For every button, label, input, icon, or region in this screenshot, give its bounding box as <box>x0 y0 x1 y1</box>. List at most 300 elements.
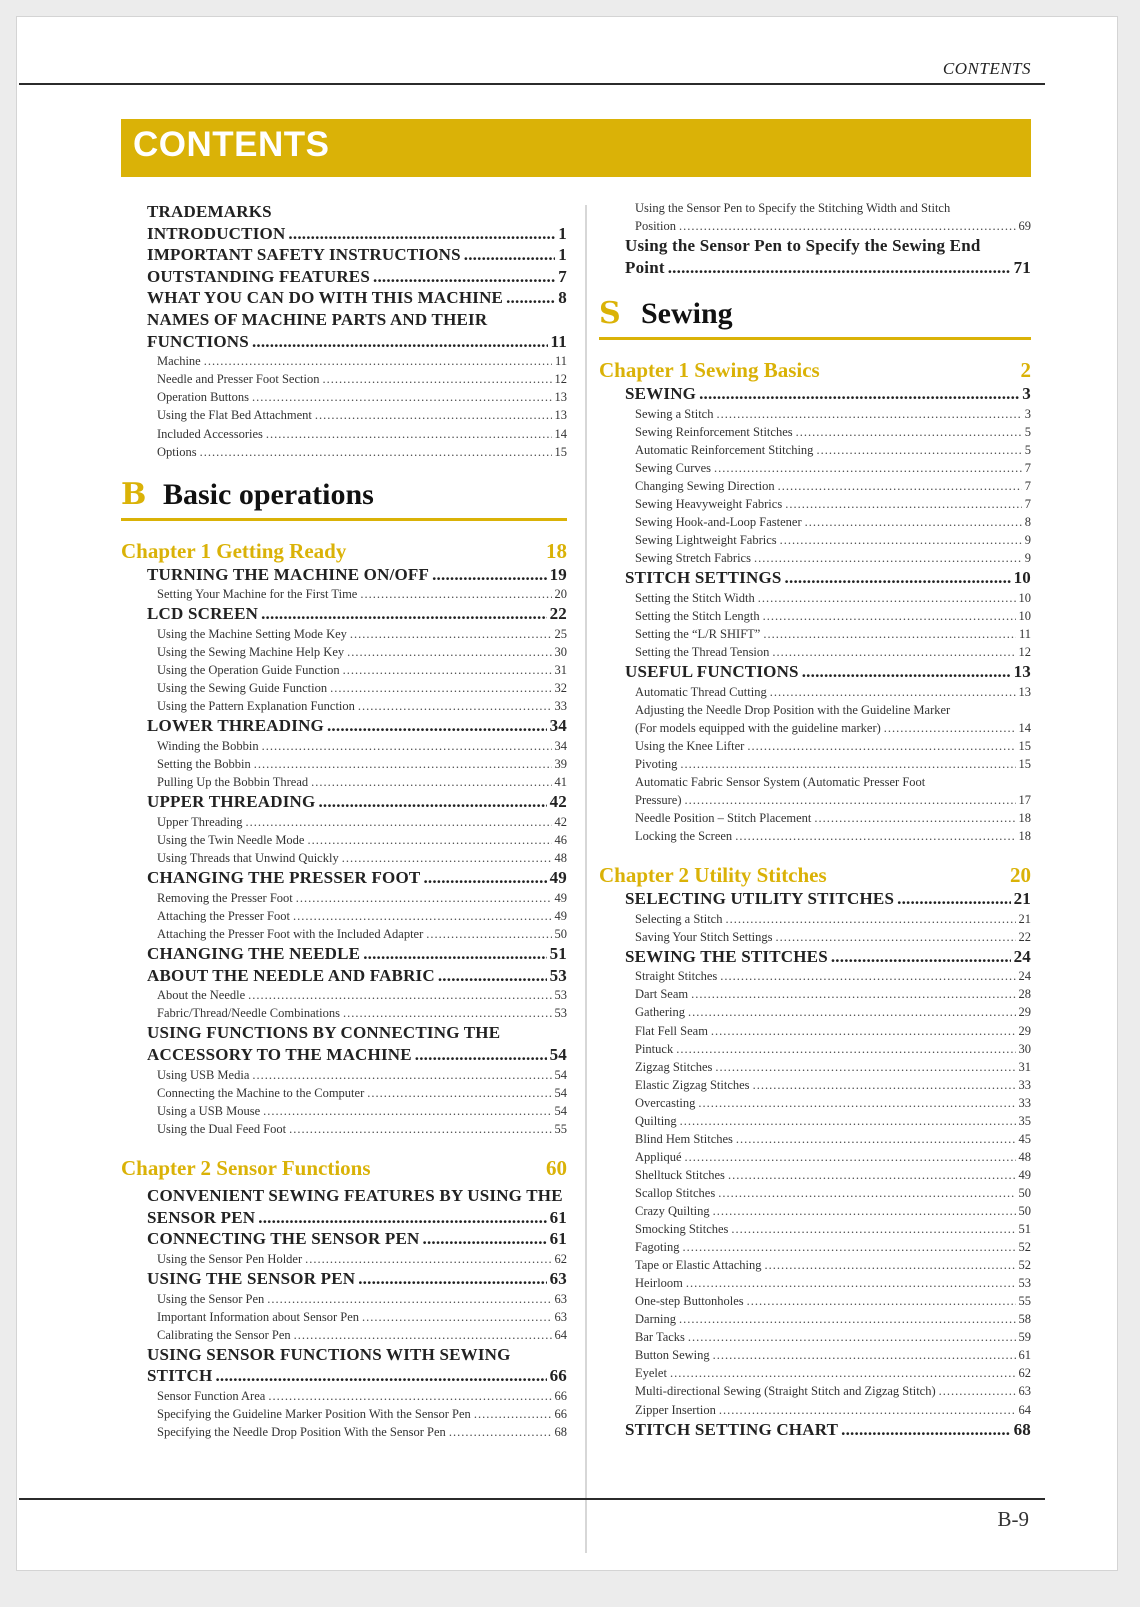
entry-page: 54 <box>554 1103 567 1118</box>
toc-entry[interactable] <box>147 1228 567 1250</box>
toc-subentry[interactable] <box>157 1120 567 1138</box>
toc-subentry[interactable] <box>157 370 567 388</box>
toc-subentry[interactable] <box>157 773 567 791</box>
toc-subentry[interactable] <box>635 1148 1031 1166</box>
toc-subentry[interactable] <box>635 1076 1031 1094</box>
toc-subentry-title-line[interactable]: Automatic Fabric Sensor System (Automatic Presser Foot <box>635 774 926 789</box>
toc-subentry[interactable] <box>635 217 1031 235</box>
toc-subentry[interactable] <box>635 513 1031 531</box>
entry-title: Needle Position – Stitch Placement <box>635 811 812 825</box>
toc-subentry[interactable] <box>157 889 567 907</box>
entry-page: 24 <box>1013 946 1031 966</box>
leader-dots <box>713 1346 1016 1364</box>
toc-subentry[interactable] <box>635 1328 1031 1346</box>
toc-subentry[interactable] <box>635 737 1031 755</box>
leader-dots <box>753 1076 1016 1094</box>
toc-subentry[interactable] <box>635 495 1031 513</box>
entry-title: Sewing Stretch Fabrics <box>635 551 751 566</box>
entry-title: FUNCTIONS <box>147 331 249 351</box>
toc-subentry[interactable] <box>635 1220 1031 1238</box>
leader-dots <box>318 791 546 813</box>
entry-title: Smocking Stitches <box>635 1222 729 1237</box>
entry-title: Heirloom <box>635 1276 683 1291</box>
names-subentries <box>121 352 567 461</box>
entry-page: 42 <box>554 814 567 829</box>
toc-entry-title-line[interactable]: USING FUNCTIONS BY CONNECTING THE <box>147 1023 501 1043</box>
entry-page: 8 <box>558 288 567 308</box>
entry-title: Pintuck <box>635 1041 674 1056</box>
entry-page: 5 <box>1024 442 1031 457</box>
leader-dots <box>685 791 1016 809</box>
toc-entry[interactable] <box>147 564 567 586</box>
leader-dots <box>200 443 552 461</box>
leader-dots <box>350 625 552 643</box>
entry-page: 30 <box>1018 1041 1031 1056</box>
leader-dots <box>802 661 1011 683</box>
entry-page: 61 <box>1018 1348 1031 1363</box>
toc-entry[interactable] <box>625 888 1031 910</box>
leader-dots <box>289 1120 551 1138</box>
entry-page: 66 <box>554 1388 567 1403</box>
leader-dots <box>252 1066 551 1084</box>
entry-title: Setting Your Machine for the First Time <box>157 587 358 602</box>
toc-subentry[interactable] <box>635 1003 1031 1021</box>
toc-subentry[interactable] <box>635 791 1031 809</box>
toc-entry[interactable] <box>625 257 1031 279</box>
entry-page: 7 <box>1024 497 1031 512</box>
leader-dots <box>725 910 1015 928</box>
entry-page: 21 <box>1018 911 1031 926</box>
chapter-heading[interactable] <box>121 1156 567 1181</box>
toc-subentry[interactable] <box>635 531 1031 549</box>
toc-subentry[interactable] <box>157 1387 567 1405</box>
toc-subentry[interactable] <box>635 719 1031 737</box>
entry-title: Elastic Zigzag Stitches <box>635 1077 750 1092</box>
toc-subentry[interactable] <box>635 549 1031 567</box>
entry-page: 48 <box>1018 1149 1031 1164</box>
leader-dots <box>814 809 1015 827</box>
toc-entry[interactable] <box>147 244 567 266</box>
leader-dots <box>506 287 555 309</box>
entry-page: 7 <box>1024 479 1031 494</box>
entry-title: Using the Sewing Machine Help Key <box>157 645 345 660</box>
toc-entry[interactable] <box>625 383 1031 405</box>
toc-entry[interactable] <box>147 715 567 737</box>
entry-page: 68 <box>554 1425 567 1440</box>
entry-title: Sewing Lightweight Fabrics <box>635 533 777 548</box>
entry-page: 10 <box>1018 590 1031 605</box>
toc-entry[interactable] <box>625 1419 1031 1441</box>
toc-subentry[interactable] <box>157 661 567 679</box>
entry-page: 41 <box>554 775 567 790</box>
toc-subentry[interactable] <box>157 813 567 831</box>
toc-subentry[interactable] <box>635 683 1031 701</box>
entry-page: 51 <box>549 944 567 964</box>
leader-dots <box>315 406 552 424</box>
entry-page: 12 <box>554 372 567 387</box>
toc-entry[interactable] <box>147 1268 567 1290</box>
entry-title: Sewing Reinforcement Stitches <box>635 424 793 439</box>
leader-dots <box>373 266 555 288</box>
toc-subentry[interactable] <box>635 441 1031 459</box>
entry-title: Sewing Curves <box>635 461 712 476</box>
entry-page: 34 <box>554 739 567 754</box>
toc-subentry[interactable] <box>635 589 1031 607</box>
leader-dots <box>763 607 1016 625</box>
chapter-heading[interactable] <box>599 358 1031 383</box>
leader-dots <box>805 513 1022 531</box>
leader-dots <box>841 1419 1010 1441</box>
toc-subentry[interactable] <box>635 1166 1031 1184</box>
toc-subentry[interactable] <box>157 585 567 603</box>
toc-subentry[interactable] <box>635 1382 1031 1400</box>
leader-dots <box>360 585 551 603</box>
entry-title: Using the Operation Guide Function <box>157 663 340 678</box>
leader-dots <box>246 813 552 831</box>
toc-subentry[interactable] <box>635 1022 1031 1040</box>
leader-dots <box>294 1326 552 1344</box>
toc-subentry[interactable] <box>157 1102 567 1120</box>
leader-dots <box>305 1250 551 1268</box>
toc-entry-title-line[interactable]: Using the Sensor Pen to Specify the Sewing End <box>625 236 981 256</box>
toc-entry[interactable] <box>625 661 1031 683</box>
chapter-heading[interactable] <box>599 863 1031 888</box>
entry-title: Using the Flat Bed Attachment <box>157 408 312 423</box>
entry-page: 24 <box>1018 969 1031 984</box>
toc-subentry[interactable] <box>635 1058 1031 1076</box>
toc-subentry[interactable] <box>157 352 567 370</box>
section-letter: B <box>121 476 147 512</box>
leader-dots <box>939 1382 1016 1400</box>
entry-page: 9 <box>1024 551 1031 566</box>
chapter-title: Chapter 2 Utility Stitches <box>599 863 827 888</box>
leader-dots <box>327 715 547 737</box>
toc-subentry[interactable] <box>635 643 1031 661</box>
toc-subentry[interactable] <box>157 755 567 773</box>
toc-subentry[interactable] <box>635 625 1031 643</box>
toc-entry[interactable] <box>147 1044 567 1066</box>
toc-subentry[interactable] <box>157 986 567 1004</box>
toc-subentry[interactable] <box>635 1346 1031 1364</box>
leader-dots <box>698 1094 1015 1112</box>
leader-dots <box>322 370 551 388</box>
toc-subentry[interactable] <box>635 459 1031 477</box>
toc-entry[interactable] <box>625 567 1031 589</box>
entry-title: TRADEMARKS <box>147 202 272 221</box>
entry-title: CHANGING THE NEEDLE <box>147 944 361 964</box>
entry-title: Sewing a Stitch <box>635 406 714 421</box>
toc-subentry[interactable] <box>157 679 567 697</box>
leader-dots <box>293 907 552 925</box>
entry-title: TURNING THE MACHINE ON/OFF <box>147 564 430 584</box>
toc-subentry[interactable] <box>157 1290 567 1308</box>
leader-dots <box>261 603 546 625</box>
entry-page: 19 <box>549 564 567 584</box>
entry-page: 7 <box>558 266 567 286</box>
toc-entry[interactable] <box>147 867 567 889</box>
toc-entry[interactable] <box>147 223 567 245</box>
entry-page: 59 <box>1018 1330 1031 1345</box>
leader-dots <box>831 946 1011 968</box>
entry-page: 54 <box>554 1085 567 1100</box>
entry-page: 31 <box>1018 1059 1031 1074</box>
toc-subentry[interactable] <box>635 423 1031 441</box>
toc-entry[interactable] <box>147 331 567 353</box>
chapter-page: 18 <box>546 538 567 563</box>
footer-rule <box>19 1498 1045 1500</box>
entry-page: 35 <box>1018 1113 1031 1128</box>
leader-dots <box>713 1202 1016 1220</box>
entry-page: 66 <box>554 1407 567 1422</box>
toc-subentry[interactable] <box>157 925 567 943</box>
entry-title: STITCH <box>147 1366 213 1386</box>
toc-subentry[interactable] <box>635 1310 1031 1328</box>
toc-subentry[interactable] <box>635 1040 1031 1058</box>
section-letter: S <box>599 296 621 332</box>
entry-title: Using the Machine Setting Mode Key <box>157 627 347 641</box>
leader-dots <box>343 1004 552 1022</box>
end-subentries <box>599 809 1031 845</box>
entry-page: 22 <box>549 604 567 624</box>
leader-dots <box>423 1228 547 1250</box>
leader-dots <box>688 1003 1016 1021</box>
leader-dots <box>686 1274 1016 1292</box>
entry-title: Quilting <box>635 1113 677 1128</box>
entry-page: 20 <box>554 587 567 602</box>
toc-subentry[interactable] <box>157 831 567 849</box>
entry-title: Attaching the Presser Foot <box>157 908 290 923</box>
entry-title: Button Sewing <box>635 1348 710 1363</box>
leader-dots <box>816 441 1021 459</box>
entry-page: 18 <box>1018 829 1031 844</box>
toc-subentry[interactable] <box>635 1202 1031 1220</box>
entry-page: 63 <box>1018 1384 1031 1399</box>
toc-subentry[interactable] <box>157 697 567 715</box>
leader-dots <box>679 217 1016 235</box>
toc-subentry[interactable] <box>157 406 567 424</box>
entry-title: UPPER THREADING <box>147 792 316 812</box>
toc-subentry[interactable] <box>635 755 1031 773</box>
toc-subentry[interactable] <box>157 1308 567 1326</box>
toc-subentry[interactable] <box>157 625 567 643</box>
entry-title: STITCH SETTINGS <box>625 568 782 588</box>
leader-dots <box>711 1022 1016 1040</box>
entry-title: Operation Buttons <box>157 390 250 405</box>
entry-page: 62 <box>1018 1366 1031 1381</box>
entry-title: Eyelet <box>635 1366 667 1381</box>
toc-subentry[interactable] <box>635 405 1031 423</box>
toc-entry[interactable] <box>147 1365 567 1387</box>
header-rule <box>19 83 1045 85</box>
toc-subentry[interactable] <box>635 928 1031 946</box>
entry-page: 33 <box>1018 1095 1031 1110</box>
entry-page: 30 <box>554 645 567 660</box>
entry-page: 15 <box>554 444 567 459</box>
entry-title: Changing Sewing Direction <box>635 479 775 494</box>
toc-subentry[interactable] <box>635 1130 1031 1148</box>
toc-subentry[interactable] <box>635 1256 1031 1274</box>
toc-subentry[interactable] <box>635 809 1031 827</box>
entry-title: Fagoting <box>635 1240 680 1255</box>
toc-subentry[interactable] <box>157 1004 567 1022</box>
entry-page: 61 <box>549 1229 567 1249</box>
chapter-2-list <box>599 888 1031 1440</box>
chapter-heading[interactable] <box>121 539 567 564</box>
toc-subentry[interactable] <box>635 1292 1031 1310</box>
toc-entry[interactable] <box>147 1207 567 1229</box>
leader-dots <box>363 943 546 965</box>
chapter-1-list <box>121 564 567 1023</box>
entry-title: Darning <box>635 1312 676 1327</box>
entry-title: SENSOR PEN <box>147 1207 256 1227</box>
toc-subentry[interactable] <box>157 1423 567 1441</box>
leader-dots <box>714 459 1022 477</box>
entry-page: 50 <box>1018 1185 1031 1200</box>
chapter-title: Chapter 1 Sewing Basics <box>599 358 820 383</box>
entry-title: Using the Sensor Pen <box>157 1291 265 1306</box>
entry-page: 33 <box>554 699 567 714</box>
toc-entry[interactable] <box>147 943 567 965</box>
manual-page <box>16 16 1118 1571</box>
toc-subentry[interactable] <box>157 425 567 443</box>
toc-entry[interactable] <box>147 965 567 987</box>
toc-entry-title-line[interactable]: CONVENIENT SEWING FEATURES BY USING THE <box>147 1186 563 1206</box>
entry-page: 11 <box>550 331 567 351</box>
entry-page: 49 <box>554 890 567 905</box>
toc-entry[interactable] <box>147 201 567 223</box>
leader-dots <box>747 737 1015 755</box>
entry-page: 1 <box>558 223 567 243</box>
entry-title: Using the Knee Lifter <box>635 738 745 753</box>
toc-subentry[interactable] <box>635 1094 1031 1112</box>
leader-dots <box>765 1256 1016 1274</box>
entry-title: Point <box>625 257 665 277</box>
toc-subentry[interactable] <box>157 849 567 867</box>
toc-subentry[interactable] <box>635 967 1031 985</box>
entry-title: LOWER THREADING <box>147 716 324 736</box>
toc-subentry-title-line[interactable]: Adjusting the Needle Drop Position with the Guideline Marker <box>635 702 951 717</box>
toc-subentry[interactable] <box>635 910 1031 928</box>
entry-title: Locking the Screen <box>635 829 733 844</box>
toc-subentry[interactable] <box>635 1274 1031 1292</box>
entry-page: 53 <box>549 965 567 985</box>
toc-subentry[interactable] <box>157 737 567 755</box>
entry-page: 48 <box>554 851 567 866</box>
leader-dots <box>343 661 552 679</box>
leader-dots <box>347 643 551 661</box>
toc-subentry[interactable] <box>635 477 1031 495</box>
toc-entry[interactable] <box>147 603 567 625</box>
leader-dots <box>719 1401 1016 1419</box>
toc-subentry[interactable] <box>157 643 567 661</box>
chapter-page: 2 <box>1020 358 1031 383</box>
toc-subentry[interactable] <box>635 1364 1031 1382</box>
toc-subentry[interactable] <box>635 1112 1031 1130</box>
toc-entry[interactable] <box>625 946 1031 968</box>
toc-subentry[interactable] <box>635 985 1031 1003</box>
toc-subentry[interactable] <box>635 1184 1031 1202</box>
entry-title: (For models equipped with the guideline marker) <box>635 720 881 735</box>
entry-page: 53 <box>554 1006 567 1021</box>
entry-page: 13 <box>554 408 567 423</box>
leader-dots <box>267 1290 551 1308</box>
entry-title: ABOUT THE NEEDLE AND FABRIC <box>147 965 435 985</box>
toc-subentry[interactable] <box>157 1326 567 1344</box>
toc-entry[interactable] <box>147 287 567 309</box>
entry-page: 53 <box>1018 1276 1031 1291</box>
entry-page: 49 <box>1018 1167 1031 1182</box>
entry-title: STITCH SETTING CHART <box>625 1419 839 1439</box>
leader-dots <box>288 223 555 245</box>
toc-subentry[interactable] <box>157 1405 567 1423</box>
entry-page: 45 <box>1018 1131 1031 1146</box>
leader-dots <box>796 423 1022 441</box>
toc-subentry[interactable] <box>157 907 567 925</box>
entry-page: 13 <box>554 390 567 405</box>
entry-page: 55 <box>554 1121 567 1136</box>
entry-title: Using the Sensor Pen Holder <box>157 1251 303 1266</box>
entry-page: 54 <box>549 1045 567 1065</box>
entry-title: Shelltuck Stitches <box>635 1167 725 1182</box>
entry-title: Removing the Presser Foot <box>157 890 293 905</box>
entry-page: 34 <box>549 716 567 736</box>
leader-dots <box>330 679 551 697</box>
entry-title: Setting the Stitch Length <box>635 608 760 623</box>
toc-subentry[interactable] <box>635 1401 1031 1419</box>
toc-subentry[interactable] <box>157 1066 567 1084</box>
toc-subentry[interactable] <box>635 1238 1031 1256</box>
toc-entry-title-line[interactable]: USING SENSOR FUNCTIONS WITH SEWING <box>147 1344 511 1364</box>
leader-dots <box>685 1148 1016 1166</box>
leader-dots <box>252 388 551 406</box>
entry-page: 14 <box>1018 720 1031 735</box>
entry-page: 68 <box>1013 1419 1031 1439</box>
entry-title: Specifying the Guideline Marker Position With the Sensor Pen <box>157 1407 471 1422</box>
leader-dots <box>780 531 1022 549</box>
entry-title: Position <box>635 219 676 234</box>
toc-subentry[interactable] <box>635 827 1031 845</box>
leader-dots <box>735 827 1015 845</box>
entry-title: Using the Pattern Explanation Function <box>157 699 355 714</box>
toc-subentry[interactable] <box>157 1084 567 1102</box>
toc-subentry[interactable] <box>635 607 1031 625</box>
leader-dots <box>215 1365 546 1387</box>
toc-entry[interactable] <box>147 266 567 288</box>
entry-page: 29 <box>1018 1023 1031 1038</box>
leader-dots <box>670 1364 1016 1382</box>
toc-subentry-title-line[interactable]: Using the Sensor Pen to Specify the Stitching Width and Stitch <box>635 201 951 215</box>
entry-title: CONNECTING THE SENSOR PEN <box>147 1229 420 1249</box>
entry-page: 5 <box>1024 424 1031 439</box>
entry-page: 1 <box>558 245 567 265</box>
toc-subentry[interactable] <box>157 1250 567 1268</box>
toc-entry-title-line[interactable]: NAMES OF MACHINE PARTS AND THEIR <box>147 309 488 329</box>
leader-dots <box>438 965 547 987</box>
leader-dots <box>770 683 1016 701</box>
toc-subentry[interactable] <box>157 443 567 461</box>
entry-title: CHANGING THE PRESSER FOOT <box>147 868 421 888</box>
leader-dots <box>415 1044 547 1066</box>
entry-page: 3 <box>1022 384 1031 404</box>
entry-title: Flat Fell Seam <box>635 1023 708 1038</box>
leader-dots <box>268 1387 551 1405</box>
leader-dots <box>754 549 1022 567</box>
entry-page: 28 <box>1018 987 1031 1002</box>
toc-subentry[interactable] <box>157 388 567 406</box>
toc-entry[interactable] <box>147 791 567 813</box>
entry-page: 14 <box>554 426 567 441</box>
entry-page: 31 <box>554 663 567 678</box>
